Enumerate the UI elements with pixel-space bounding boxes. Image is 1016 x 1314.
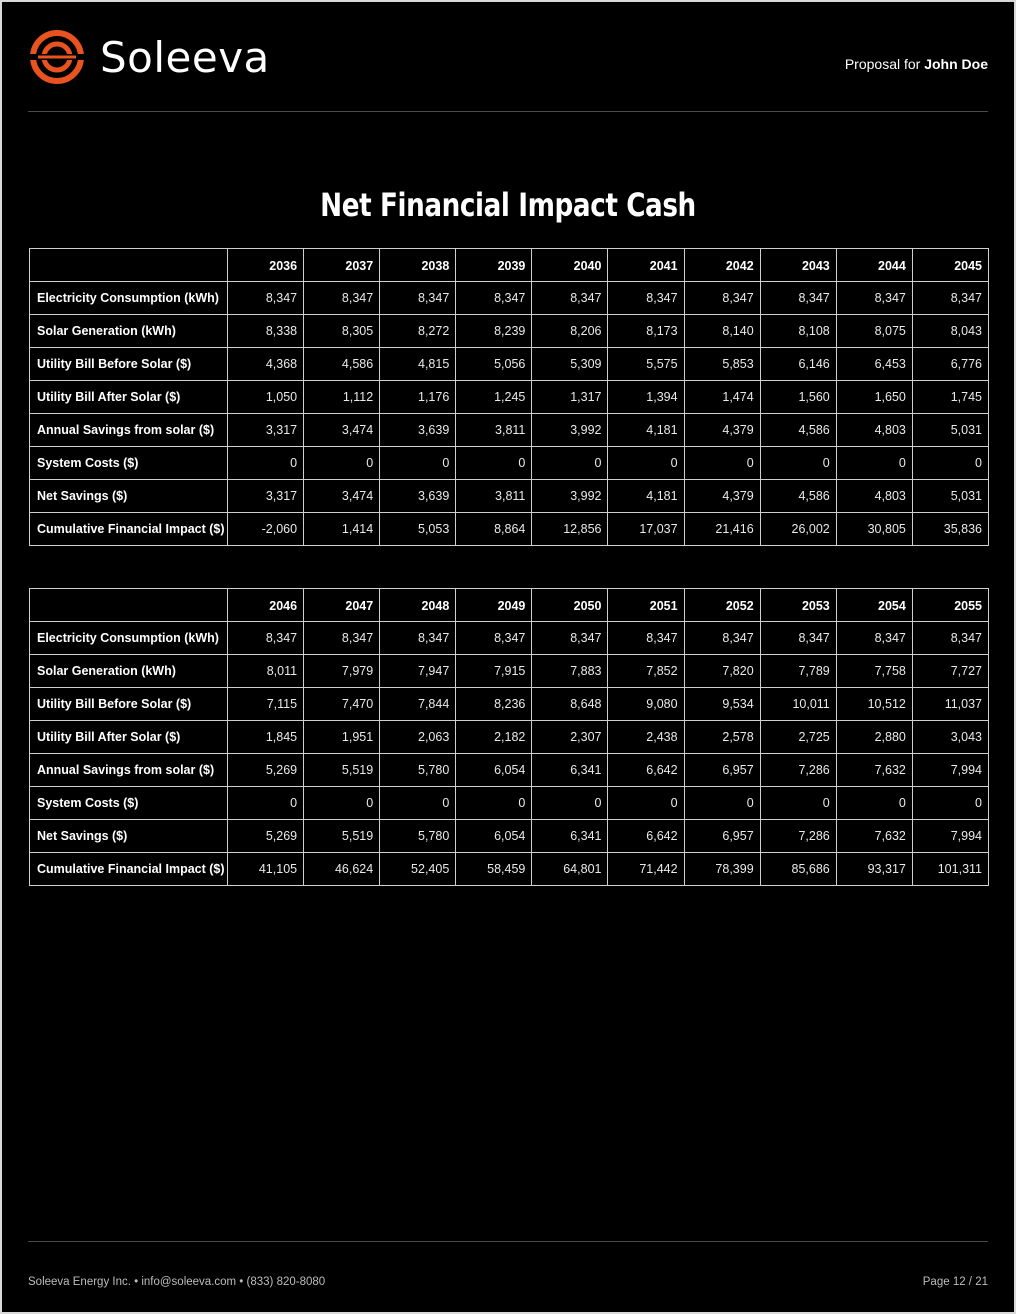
table-cell: 46,624 xyxy=(304,853,380,886)
table-cell: 3,639 xyxy=(380,480,456,513)
table-cell: 4,181 xyxy=(608,480,684,513)
table-cell: 0 xyxy=(456,787,532,820)
table-cell: 6,642 xyxy=(608,754,684,787)
table-cell: 5,519 xyxy=(304,820,380,853)
table-cell: 0 xyxy=(912,447,988,480)
table-cell: 78,399 xyxy=(684,853,760,886)
table-cell: 85,686 xyxy=(760,853,836,886)
table-cell: 0 xyxy=(456,447,532,480)
table-cell: 8,140 xyxy=(684,315,760,348)
table-cell: 8,347 xyxy=(684,622,760,655)
table-cell: 7,115 xyxy=(228,688,304,721)
table-row xyxy=(30,754,989,787)
year-header: 2040 xyxy=(532,249,608,282)
footer-contact: Soleeva Energy Inc. • info@soleeva.com • (833) 820-8080 xyxy=(28,1276,326,1288)
row-label: Cumulative Financial Impact ($) xyxy=(30,853,228,886)
year-header: 2049 xyxy=(456,589,532,622)
table-row xyxy=(30,688,989,721)
row-label: Solar Generation (kWh) xyxy=(30,655,228,688)
table-cell: 3,043 xyxy=(912,721,988,754)
table-row xyxy=(30,315,989,348)
year-header: 2044 xyxy=(836,249,912,282)
table-cell: 7,820 xyxy=(684,655,760,688)
table-row xyxy=(30,414,989,447)
table-cell: 4,379 xyxy=(684,414,760,447)
table-cell: 0 xyxy=(304,787,380,820)
client-name: John Doe xyxy=(924,56,988,72)
table-cell: 8,347 xyxy=(912,282,988,315)
page-header xyxy=(2,2,1014,114)
table-cell: 2,307 xyxy=(532,721,608,754)
row-label: Annual Savings from solar ($) xyxy=(30,754,228,787)
table-cell: 4,181 xyxy=(608,414,684,447)
table-cell: 2,438 xyxy=(608,721,684,754)
row-label: Annual Savings from solar ($) xyxy=(30,414,228,447)
table-cell: 3,474 xyxy=(304,480,380,513)
table-cell: 8,347 xyxy=(608,282,684,315)
table-cell: 0 xyxy=(380,787,456,820)
table-cell: 0 xyxy=(836,787,912,820)
table-cell: 3,639 xyxy=(380,414,456,447)
table-cell: 3,317 xyxy=(228,414,304,447)
table-cell: 8,272 xyxy=(380,315,456,348)
table-cell: 5,031 xyxy=(912,414,988,447)
table-cell: 6,957 xyxy=(684,820,760,853)
table-cell: 10,512 xyxy=(836,688,912,721)
table-cell: 5,031 xyxy=(912,480,988,513)
year-header: 2041 xyxy=(608,249,684,282)
table-row xyxy=(30,480,989,513)
table-cell: 35,836 xyxy=(912,513,988,546)
table-cell: 2,725 xyxy=(760,721,836,754)
table-row xyxy=(30,853,989,886)
table-cell: 5,575 xyxy=(608,348,684,381)
year-header: 2038 xyxy=(380,249,456,282)
table-cell: 6,341 xyxy=(532,820,608,853)
row-label: Electricity Consumption (kWh) xyxy=(30,282,228,315)
table-cell: 3,811 xyxy=(456,480,532,513)
table-cell: 8,347 xyxy=(532,622,608,655)
table-cell: 8,305 xyxy=(304,315,380,348)
table-cell: 5,056 xyxy=(456,348,532,381)
table-cell: 0 xyxy=(836,447,912,480)
table-cell: 8,347 xyxy=(836,282,912,315)
table-cell: 8,347 xyxy=(608,622,684,655)
table-cell: 8,347 xyxy=(456,282,532,315)
table-cell: 7,286 xyxy=(760,820,836,853)
table-cell: 3,811 xyxy=(456,414,532,447)
table-cell: 1,176 xyxy=(380,381,456,414)
table-cell: 7,286 xyxy=(760,754,836,787)
table-header-row xyxy=(30,249,989,282)
row-label: System Costs ($) xyxy=(30,447,228,480)
table-cell: 7,994 xyxy=(912,754,988,787)
table-cell: 1,745 xyxy=(912,381,988,414)
table-cell: 8,347 xyxy=(836,622,912,655)
table-cell: 0 xyxy=(380,447,456,480)
table-row xyxy=(30,721,989,754)
row-label: Solar Generation (kWh) xyxy=(30,315,228,348)
table-cell: 11,037 xyxy=(912,688,988,721)
table-cell: 0 xyxy=(760,447,836,480)
row-label: Cumulative Financial Impact ($) xyxy=(30,513,228,546)
table-cell: 5,053 xyxy=(380,513,456,546)
row-label: System Costs ($) xyxy=(30,787,228,820)
table-cell: 2,182 xyxy=(456,721,532,754)
table-cell: 8,239 xyxy=(456,315,532,348)
table-cell: 8,347 xyxy=(380,622,456,655)
table-cell: 8,173 xyxy=(608,315,684,348)
table-cell: 8,347 xyxy=(380,282,456,315)
table-cell: 7,470 xyxy=(304,688,380,721)
year-header: 2043 xyxy=(760,249,836,282)
header-divider xyxy=(28,111,988,112)
proposal-for xyxy=(845,56,988,72)
table-cell: 6,776 xyxy=(912,348,988,381)
page-number: Page 12 / 21 xyxy=(922,1276,988,1288)
table-cell: 7,844 xyxy=(380,688,456,721)
table-cell: 7,979 xyxy=(304,655,380,688)
financial-table-2036-2045 xyxy=(29,248,989,546)
year-header: 2050 xyxy=(532,589,608,622)
table-cell: 12,856 xyxy=(532,513,608,546)
table-cell: 8,236 xyxy=(456,688,532,721)
corner-cell xyxy=(30,249,228,282)
table-cell: 58,459 xyxy=(456,853,532,886)
table-cell: 8,864 xyxy=(456,513,532,546)
table-cell: 8,347 xyxy=(912,622,988,655)
corner-cell xyxy=(30,589,228,622)
table-cell: 9,534 xyxy=(684,688,760,721)
row-label: Net Savings ($) xyxy=(30,480,228,513)
table-cell: 21,416 xyxy=(684,513,760,546)
table-cell: 4,586 xyxy=(760,480,836,513)
table-cell: 8,347 xyxy=(304,622,380,655)
table-cell: 8,347 xyxy=(684,282,760,315)
table-cell: 5,309 xyxy=(532,348,608,381)
table-row xyxy=(30,655,989,688)
table-cell: 64,801 xyxy=(532,853,608,886)
year-header: 2048 xyxy=(380,589,456,622)
year-header: 2045 xyxy=(912,249,988,282)
table-cell: 0 xyxy=(228,787,304,820)
table-cell: 1,245 xyxy=(456,381,532,414)
year-header: 2039 xyxy=(456,249,532,282)
table-cell: 4,368 xyxy=(228,348,304,381)
row-label: Utility Bill Before Solar ($) xyxy=(30,688,228,721)
table-cell: 8,347 xyxy=(228,282,304,315)
year-header: 2046 xyxy=(228,589,304,622)
table-row xyxy=(30,348,989,381)
table-cell: 3,992 xyxy=(532,414,608,447)
table-cell: 1,845 xyxy=(228,721,304,754)
year-header: 2051 xyxy=(608,589,684,622)
table-cell: 7,883 xyxy=(532,655,608,688)
table-cell: 5,780 xyxy=(380,820,456,853)
table-cell: 0 xyxy=(684,447,760,480)
brand-name: Soleeva xyxy=(100,32,270,82)
table-cell: 2,578 xyxy=(684,721,760,754)
table-cell: 7,915 xyxy=(456,655,532,688)
page-title: Net Financial Impact Cash xyxy=(320,186,696,224)
table-cell: 6,054 xyxy=(456,820,532,853)
financial-table-2046-2055 xyxy=(29,588,989,886)
table-cell: 0 xyxy=(532,447,608,480)
table-cell: 7,852 xyxy=(608,655,684,688)
year-header: 2053 xyxy=(760,589,836,622)
table-cell: 2,063 xyxy=(380,721,456,754)
brand-logo xyxy=(28,28,270,86)
year-header: 2054 xyxy=(836,589,912,622)
year-header: 2036 xyxy=(228,249,304,282)
table-cell: 8,347 xyxy=(532,282,608,315)
soleeva-logo-icon xyxy=(28,28,86,86)
table-cell: 8,347 xyxy=(228,622,304,655)
table-cell: 3,317 xyxy=(228,480,304,513)
table-cell: 0 xyxy=(608,787,684,820)
table-cell: 4,815 xyxy=(380,348,456,381)
table-cell: 1,394 xyxy=(608,381,684,414)
table-cell: 1,050 xyxy=(228,381,304,414)
table-cell: 1,650 xyxy=(836,381,912,414)
year-header: 2052 xyxy=(684,589,760,622)
table-cell: 0 xyxy=(228,447,304,480)
table-header-row xyxy=(30,589,989,622)
table-cell: 7,789 xyxy=(760,655,836,688)
table-cell: 0 xyxy=(532,787,608,820)
year-header: 2047 xyxy=(304,589,380,622)
table-cell: 8,347 xyxy=(760,282,836,315)
table-cell: 6,146 xyxy=(760,348,836,381)
table-cell: 8,011 xyxy=(228,655,304,688)
year-header: 2055 xyxy=(912,589,988,622)
table-row xyxy=(30,820,989,853)
table-cell: 26,002 xyxy=(760,513,836,546)
table-cell: 6,453 xyxy=(836,348,912,381)
table-cell: 5,780 xyxy=(380,754,456,787)
table-cell: 4,586 xyxy=(760,414,836,447)
table-cell: 6,341 xyxy=(532,754,608,787)
table-cell: 1,474 xyxy=(684,381,760,414)
table-cell: 1,317 xyxy=(532,381,608,414)
table-row xyxy=(30,513,989,546)
table-row xyxy=(30,381,989,414)
footer-divider xyxy=(28,1241,988,1242)
table-cell: 5,269 xyxy=(228,820,304,853)
table-cell: 8,338 xyxy=(228,315,304,348)
table-cell: 8,108 xyxy=(760,315,836,348)
table-cell: 4,586 xyxy=(304,348,380,381)
table-cell: 52,405 xyxy=(380,853,456,886)
table-cell: 0 xyxy=(608,447,684,480)
table-cell: 1,414 xyxy=(304,513,380,546)
table-cell: 7,632 xyxy=(836,820,912,853)
table-cell: 30,805 xyxy=(836,513,912,546)
table-cell: 8,648 xyxy=(532,688,608,721)
table-cell: 7,632 xyxy=(836,754,912,787)
table-cell: 4,803 xyxy=(836,480,912,513)
table-cell: 1,112 xyxy=(304,381,380,414)
table-row xyxy=(30,622,989,655)
table-cell: 7,994 xyxy=(912,820,988,853)
year-header: 2037 xyxy=(304,249,380,282)
table-cell: -2,060 xyxy=(228,513,304,546)
table-cell: 5,519 xyxy=(304,754,380,787)
table-cell: 3,992 xyxy=(532,480,608,513)
table-cell: 41,105 xyxy=(228,853,304,886)
row-label: Electricity Consumption (kWh) xyxy=(30,622,228,655)
table-cell: 5,853 xyxy=(684,348,760,381)
table-cell: 8,043 xyxy=(912,315,988,348)
table-row xyxy=(30,447,989,480)
table-cell: 8,347 xyxy=(760,622,836,655)
table-cell: 6,054 xyxy=(456,754,532,787)
table-cell: 2,880 xyxy=(836,721,912,754)
table-cell: 4,803 xyxy=(836,414,912,447)
table-cell: 9,080 xyxy=(608,688,684,721)
table-cell: 7,727 xyxy=(912,655,988,688)
table-cell: 8,206 xyxy=(532,315,608,348)
table-cell: 71,442 xyxy=(608,853,684,886)
table-cell: 10,011 xyxy=(760,688,836,721)
table-cell: 6,642 xyxy=(608,820,684,853)
table-cell: 4,379 xyxy=(684,480,760,513)
table-cell: 1,951 xyxy=(304,721,380,754)
table-cell: 17,037 xyxy=(608,513,684,546)
table-cell: 0 xyxy=(684,787,760,820)
row-label: Utility Bill After Solar ($) xyxy=(30,381,228,414)
document-page xyxy=(2,2,1014,1312)
table-cell: 101,311 xyxy=(912,853,988,886)
table-row xyxy=(30,787,989,820)
table-cell: 3,474 xyxy=(304,414,380,447)
table-cell: 8,347 xyxy=(456,622,532,655)
row-label: Utility Bill After Solar ($) xyxy=(30,721,228,754)
year-header: 2042 xyxy=(684,249,760,282)
table-cell: 8,075 xyxy=(836,315,912,348)
table-cell: 1,560 xyxy=(760,381,836,414)
row-label: Net Savings ($) xyxy=(30,820,228,853)
table-cell: 8,347 xyxy=(304,282,380,315)
proposal-prefix: Proposal for xyxy=(844,56,921,72)
table-cell: 93,317 xyxy=(836,853,912,886)
table-cell: 7,947 xyxy=(380,655,456,688)
table-cell: 5,269 xyxy=(228,754,304,787)
table-cell: 0 xyxy=(760,787,836,820)
table-row xyxy=(30,282,989,315)
table-cell: 7,758 xyxy=(836,655,912,688)
row-label: Utility Bill Before Solar ($) xyxy=(30,348,228,381)
table-cell: 0 xyxy=(912,787,988,820)
table-cell: 0 xyxy=(304,447,380,480)
table-cell: 6,957 xyxy=(684,754,760,787)
